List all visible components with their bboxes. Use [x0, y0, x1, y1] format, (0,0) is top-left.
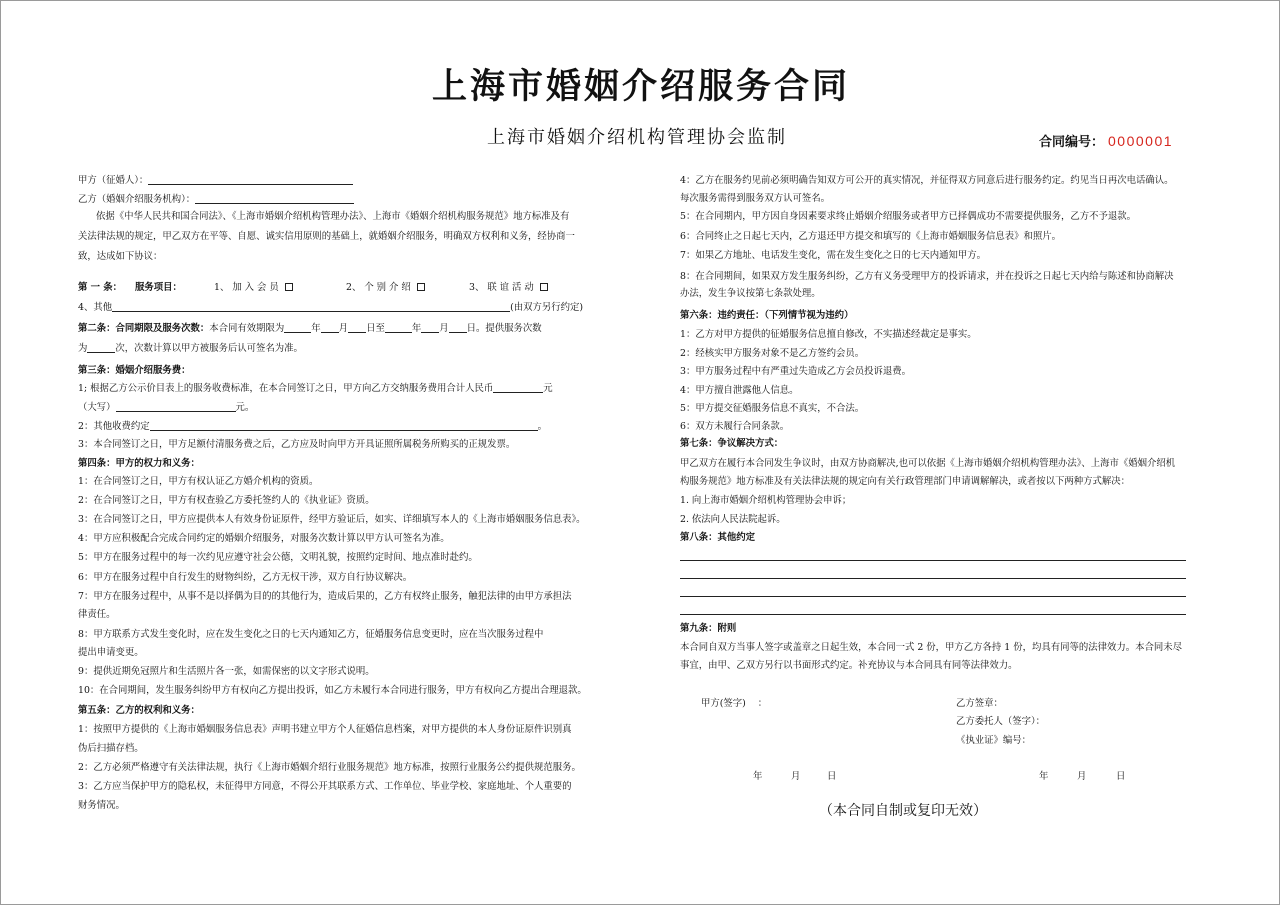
article-heading: 第二条：合同期限及服务次数：	[78, 323, 210, 334]
blank-line	[680, 614, 1186, 615]
date-month-label: 月	[1077, 771, 1087, 782]
clause-line: 7：甲方在服务过程中，从事不是以择偶为目的的其他行为，造成后果的，乙方有权终止服务，触犯法律的由甲方承担法	[78, 591, 572, 602]
clause-line: 事宜，由甲、乙双方另行以书面形式约定。补充协议与本合同具有同等法律效力。	[680, 660, 1018, 671]
validity-note: （本合同自制或复印无效）	[819, 803, 987, 819]
checkbox	[417, 283, 425, 291]
preamble-line: 致，达成如下协议：	[78, 251, 163, 262]
clause-line: 2：乙方必须严格遵守有关法律法规，执行《上海市婚姻介绍行业服务规范》地方标准，按照行业服务公约提供规范服务。	[78, 762, 581, 773]
checkbox	[285, 283, 293, 291]
blank-field	[112, 302, 510, 312]
service-option-label: 3、 联 谊 活 动	[469, 282, 534, 293]
document-subtitle: 上海市婚姻介绍机构管理协会监制	[487, 127, 787, 148]
clause-line: 6：双方未履行合同条款。	[680, 421, 790, 432]
term-text: 本合同有效期限为	[209, 323, 285, 334]
date-year-label: 年	[753, 771, 763, 782]
clause-line: 8：在合同期间，如果双方发生服务纠纷，乙方有义务受理甲方的投诉请求，并在投诉之日起七天内给与陈述和协商解决	[680, 271, 1174, 282]
clause-line: 1：在合同签订之日，甲方有权认证乙方婚介机构的资质。	[78, 476, 319, 487]
service-option	[469, 282, 548, 294]
clause-line: 1：乙方对甲方提供的征婚服务信息擅自修改，不实描述经裁定是事实。	[680, 329, 977, 340]
party-a-line	[78, 175, 353, 187]
clause-line: 3：甲方服务过程中有严重过失造成乙方会员投诉退费。	[680, 366, 911, 377]
blank-field	[195, 194, 354, 204]
date-year-label: 年	[1039, 771, 1049, 782]
article-heading: 第九条：附则	[680, 623, 737, 634]
service-other-line	[78, 302, 583, 314]
blank-field	[148, 175, 353, 185]
document-title: 上海市婚姻介绍服务合同	[431, 66, 850, 107]
clause-line: 2. 依法向人民法院起诉。	[680, 514, 786, 525]
fee-text: 1; 根据乙方公示价目表上的服务收费标准，在本合同签订之日，甲方向乙方交纳服务费用合计人民币	[78, 383, 494, 394]
blank-line	[680, 596, 1186, 597]
period-mark: 。	[537, 421, 547, 432]
party-a-signature-label: 甲方(签字) ：	[701, 698, 768, 709]
count-prefix: 为	[78, 343, 88, 354]
clause-line: 4：乙方在服务约见前必须明确告知双方可公开的真实情况，并征得双方同意后进行服务约定。约见当日再次电话确认。	[680, 175, 1174, 186]
date-day-label: 日	[1116, 771, 1126, 782]
contract-number	[1039, 132, 1173, 152]
clause-line: 律责任。	[78, 609, 116, 620]
article-heading: 第五条：乙方的权利和义务：	[78, 705, 200, 716]
party-b-seal-label: 乙方签章：	[956, 698, 1003, 709]
date-month-label: 月	[791, 771, 801, 782]
blank-field	[449, 323, 467, 333]
blank-field	[116, 402, 236, 412]
preamble-line: 关法律法规的规定，甲乙双方在平等、自愿、诚实信用原则的基础上，就婚姻介绍服务，明确双方权利和义务，经协商一	[78, 231, 575, 242]
clause-line: 8：甲方联系方式发生变化时，应在发生变化之日的七天内通知乙方，征婚服务信息变更时，应在当次服务过程中	[78, 629, 544, 640]
clause-line: 构服务规范》地方标准及有关法律法规的规定向有关行政管理部门申请调解解决，或者按以下两种方式解决：	[680, 476, 1131, 487]
article-heading: 第 一 条：	[78, 282, 123, 293]
service-option	[346, 282, 425, 294]
blank-line	[680, 578, 1186, 579]
blank-field	[150, 421, 538, 431]
month-label: 月	[439, 323, 449, 334]
party-b-agent-label: 乙方委托人（签字）：	[956, 716, 1046, 727]
service-other-suffix: (由双方另行约定)	[510, 302, 584, 313]
service-option-label: 1、 加 入 会 员	[214, 282, 279, 293]
clause-line: 3：本合同签订之日，甲方足额付清服务费之后，乙方应及时向甲方开具证照所属税务所购买的正规发票。	[78, 439, 516, 450]
party-b-line	[78, 194, 354, 206]
term-line	[78, 323, 542, 335]
clause-line: 7：如果乙方地址、电话发生变化，需在发生变化之日的七天内通知甲方。	[680, 250, 986, 261]
clause-line: 伪后扫描存档。	[78, 743, 144, 754]
service-option	[214, 282, 293, 294]
day-label: 日至	[366, 323, 385, 334]
term-text: 日。提供服务次数	[466, 323, 542, 334]
clause-line: 9：提供近期免冠照片和生活照片各一张，如需保密的以文字形式说明。	[78, 666, 375, 677]
clause-line: 5：在合同期内，甲方因自身因素要求终止婚姻介绍服务或者甲方已择偶成功不需要提供服务，乙方不予退款。	[680, 211, 1136, 222]
clause-line: 6：合同终止之日起七天内，乙方退还甲方提交和填写的《上海市婚姻服务信息表》和照片。	[680, 231, 1061, 242]
blank-field	[493, 383, 543, 393]
count-line	[78, 343, 303, 355]
party-b-label: 乙方（婚姻介绍服务机构）：	[78, 194, 196, 205]
service-other-prefix: 4、其他	[78, 302, 113, 313]
article-heading: 第七条：争议解决方式：	[680, 438, 784, 449]
clause-line: 本合同自双方当事人签字或盖章之日起生效，本合同一式 2 份，甲方乙方各持 1 份，均具有同等的法律效力。本合同未尽	[680, 642, 1182, 653]
article-heading: 第六条：违约责任：（下列情节视为违约）	[680, 310, 854, 321]
clause-line: 财务情况。	[78, 800, 125, 811]
blank-field	[284, 323, 311, 333]
article-heading: 第三条：婚姻介绍服务费：	[78, 365, 191, 376]
other-fee-line	[78, 421, 547, 433]
clause-line: 1：按照甲方提供的《上海市婚姻服务信息表》声明书建立甲方个人征婚信息档案，对甲方提供的本人身份证原件识别真	[78, 724, 572, 735]
article-heading: 第四条：甲方的权力和义务：	[78, 458, 200, 469]
clause-line: 3：乙方应当保护甲方的隐私权，未征得甲方同意，不得公开其联系方式、工作单位、毕业学校、家庭地址、个人重要的	[78, 781, 572, 792]
service-option-label: 2、 个 别 介 绍	[346, 282, 411, 293]
clause-line: 6：甲方在服务过程中自行发生的财物纠纷，乙方无权干涉，双方自行协议解决。	[78, 572, 413, 583]
fee-line	[78, 383, 553, 395]
year-label: 年	[311, 323, 321, 334]
year-label: 年	[411, 323, 422, 334]
contract-number-label: 合同编号：	[1039, 135, 1105, 150]
party-a-label: 甲方（征婚人）：	[78, 175, 149, 186]
clause-line: 提出申请变更。	[78, 647, 144, 658]
blank-field	[87, 343, 115, 353]
clause-line: 4：甲方擅自泄露他人信息。	[680, 385, 799, 396]
clause-line: 5：甲方在服务过程中的每一次约见应遵守社会公德，文明礼貌，按照约定时间、地点准时赴约。	[78, 552, 478, 563]
clause-line: 每次服务需得到服务双方认可签名。	[680, 193, 831, 204]
clause-line: 甲乙双方在履行本合同发生争议时，由双方协商解决,也可以依据《上海市婚姻介绍机构管理办法》、上海市《婚姻介绍机	[680, 458, 1176, 469]
license-number-label: 《执业证》编号：	[956, 735, 1032, 746]
service-items-label: 服务项目：	[135, 282, 182, 293]
clause-line: 2：在合同签订之日，甲方有权查验乙方委托签约人的《执业证》资质。	[78, 495, 375, 506]
article-heading: 第八条：其他约定	[680, 532, 756, 543]
blank-field	[348, 323, 366, 333]
blank-line	[680, 560, 1186, 561]
other-fee-label: 2：其他收费约定	[78, 421, 150, 432]
blank-field	[421, 323, 439, 333]
clause-line: 3：在合同签订之日，甲方应提供本人有效身份证原件，经甲方验证后，如实、详细填写本人的《上海市婚姻服务信息表》。	[78, 514, 586, 525]
checkbox	[540, 283, 548, 291]
clause-line: 5：甲方提交征婚服务信息不真实，不合法。	[680, 403, 865, 414]
capital-label: （大写）	[78, 402, 116, 413]
blank-field	[385, 323, 412, 333]
clause-line: 10：在合同期间，发生服务纠纷甲方有权向乙方提出投诉，如乙方未履行本合同进行服务，甲方有权向乙方提出合理退款。	[78, 685, 587, 696]
date-day-label: 日	[827, 771, 837, 782]
clause-line: 4：甲方应积极配合完成合同约定的婚姻介绍服务，对服务次数计算以甲方认可签名为准。	[78, 533, 450, 544]
month-label: 月	[338, 323, 349, 334]
fee-capital-line	[78, 402, 254, 414]
blank-field	[321, 323, 339, 333]
contract-number-value: 0000001	[1108, 133, 1174, 149]
currency-unit: 元。	[235, 402, 255, 413]
count-suffix: 次，次数计算以甲方被服务后认可签名为准。	[115, 343, 303, 354]
clause-line: 办法，发生争议按第七条款处理。	[680, 288, 821, 299]
preamble-line: 依据《中华人民共和国合同法》、《上海市婚姻介绍机构管理办法》、上海市《婚姻介绍机构服务规范》地方标准及有	[96, 211, 570, 222]
clause-line: 1. 向上海市婚姻介绍机构管理协会申诉；	[680, 495, 852, 506]
clause-line: 2：经核实甲方服务对象不是乙方签约会员。	[680, 348, 865, 359]
currency-unit: 元	[543, 383, 553, 394]
